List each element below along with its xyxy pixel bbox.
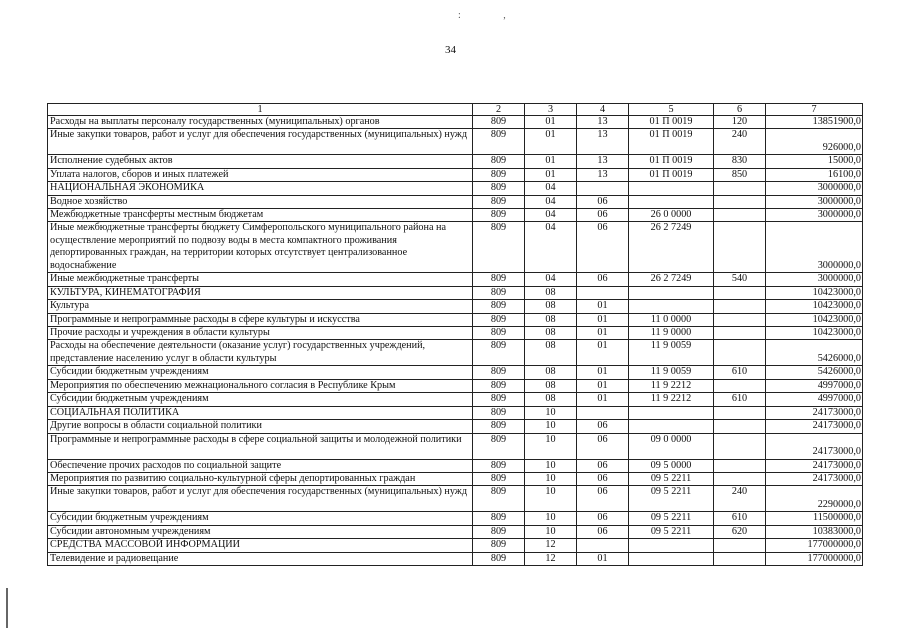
scan-edge-mark <box>6 588 8 628</box>
row-expense-type-code: 240 <box>714 129 766 155</box>
row-subsection-code: 01 <box>577 393 629 406</box>
row-target-code: 01 П 0019 <box>629 155 714 168</box>
row-section-code: 08 <box>525 379 577 392</box>
row-admin-code: 809 <box>473 155 525 168</box>
row-target-code: 26 0 0000 <box>629 209 714 222</box>
row-amount: 24173000,0 <box>766 433 863 459</box>
row-expense-type-code <box>714 209 766 222</box>
row-name: НАЦИОНАЛЬНАЯ ЭКОНОМИКА <box>48 182 473 195</box>
row-target-code: 09 5 2211 <box>629 512 714 525</box>
row-subsection-code: 13 <box>577 168 629 181</box>
row-name: Мероприятия по обеспечению межнационального согласия в Республике Крым <box>48 379 473 392</box>
table-row <box>48 552 863 565</box>
table-row <box>48 129 863 155</box>
page-number: 34 <box>445 44 456 56</box>
row-subsection-code: 06 <box>577 512 629 525</box>
row-expense-type-code <box>714 420 766 433</box>
row-target-code: 09 5 2211 <box>629 525 714 538</box>
column-header: 2 <box>473 104 525 116</box>
row-expense-type-code <box>714 182 766 195</box>
row-amount: 177000000,0 <box>766 539 863 552</box>
table-row <box>48 459 863 472</box>
row-section-code: 10 <box>525 420 577 433</box>
row-target-code <box>629 406 714 419</box>
row-amount: 13851900,0 <box>766 116 863 129</box>
row-admin-code: 809 <box>473 168 525 181</box>
table-header-row <box>48 104 863 116</box>
row-section-code: 10 <box>525 525 577 538</box>
row-subsection-code: 01 <box>577 340 629 366</box>
row-expense-type-code: 610 <box>714 366 766 379</box>
row-subsection-code <box>577 539 629 552</box>
row-admin-code: 809 <box>473 459 525 472</box>
row-name: Программные и непрограммные расходы в сфере социальной защиты и молодежной политики <box>48 433 473 459</box>
table-row <box>48 420 863 433</box>
row-subsection-code <box>577 286 629 299</box>
row-name: Водное хозяйство <box>48 195 473 208</box>
row-target-code: 11 9 2212 <box>629 393 714 406</box>
row-name: Иные межбюджетные трансферты <box>48 273 473 286</box>
row-section-code: 10 <box>525 472 577 485</box>
row-name: Субсидии бюджетным учреждениям <box>48 512 473 525</box>
row-amount: 15000,0 <box>766 155 863 168</box>
row-expense-type-code: 610 <box>714 393 766 406</box>
column-header: 7 <box>766 104 863 116</box>
row-target-code <box>629 539 714 552</box>
row-expense-type-code: 850 <box>714 168 766 181</box>
row-amount: 10383000,0 <box>766 525 863 538</box>
row-expense-type-code: 830 <box>714 155 766 168</box>
row-admin-code: 809 <box>473 525 525 538</box>
row-section-code: 10 <box>525 512 577 525</box>
row-admin-code: 809 <box>473 552 525 565</box>
row-amount: 2290000,0 <box>766 486 863 512</box>
row-section-code: 04 <box>525 222 577 273</box>
table-row <box>48 525 863 538</box>
row-amount: 177000000,0 <box>766 552 863 565</box>
row-expense-type-code <box>714 379 766 392</box>
row-expense-type-code: 120 <box>714 116 766 129</box>
row-target-code: 09 5 0000 <box>629 459 714 472</box>
row-name: Расходы на обеспечение деятельности (оказание услуг) государственных учреждений, представление населению услуг в области культуры <box>48 340 473 366</box>
row-section-code: 10 <box>525 486 577 512</box>
row-amount: 24173000,0 <box>766 472 863 485</box>
row-name: СОЦИАЛЬНАЯ ПОЛИТИКА <box>48 406 473 419</box>
row-target-code <box>629 286 714 299</box>
table-row <box>48 433 863 459</box>
row-target-code <box>629 420 714 433</box>
row-admin-code: 809 <box>473 129 525 155</box>
row-expense-type-code <box>714 313 766 326</box>
table-row <box>48 379 863 392</box>
row-section-code: 08 <box>525 300 577 313</box>
row-name: Иные закупки товаров, работ и услуг для обеспечения государственных (муниципальных) нужд <box>48 129 473 155</box>
row-name: Уплата налогов, сборов и иных платежей <box>48 168 473 181</box>
row-section-code: 10 <box>525 406 577 419</box>
row-admin-code: 809 <box>473 433 525 459</box>
row-subsection-code: 06 <box>577 525 629 538</box>
row-subsection-code: 06 <box>577 209 629 222</box>
row-name: СРЕДСТВА МАССОВОЙ ИНФОРМАЦИИ <box>48 539 473 552</box>
table-row <box>48 155 863 168</box>
row-subsection-code: 13 <box>577 116 629 129</box>
row-section-code: 08 <box>525 340 577 366</box>
row-section-code: 10 <box>525 459 577 472</box>
row-admin-code: 809 <box>473 539 525 552</box>
row-name: Иные закупки товаров, работ и услуг для обеспечения государственных (муниципальных) нужд <box>48 486 473 512</box>
row-target-code: 11 9 0000 <box>629 327 714 340</box>
row-name: КУЛЬТУРА, КИНЕМАТОГРАФИЯ <box>48 286 473 299</box>
row-amount: 24173000,0 <box>766 459 863 472</box>
row-target-code: 11 9 0059 <box>629 366 714 379</box>
row-expense-type-code <box>714 406 766 419</box>
column-header: 3 <box>525 104 577 116</box>
row-expense-type-code <box>714 222 766 273</box>
row-section-code: 08 <box>525 393 577 406</box>
table-row <box>48 539 863 552</box>
row-expense-type-code <box>714 459 766 472</box>
row-subsection-code: 06 <box>577 195 629 208</box>
row-subsection-code: 01 <box>577 379 629 392</box>
table-row <box>48 327 863 340</box>
row-section-code: 01 <box>525 168 577 181</box>
row-amount: 24173000,0 <box>766 420 863 433</box>
row-target-code: 26 2 7249 <box>629 222 714 273</box>
row-subsection-code <box>577 182 629 195</box>
row-admin-code: 809 <box>473 366 525 379</box>
row-subsection-code: 01 <box>577 313 629 326</box>
row-name: Телевидение и радиовещание <box>48 552 473 565</box>
row-name: Прочие расходы и учреждения в области культуры <box>48 327 473 340</box>
row-amount: 926000,0 <box>766 129 863 155</box>
row-section-code: 04 <box>525 209 577 222</box>
row-expense-type-code <box>714 195 766 208</box>
row-admin-code: 809 <box>473 286 525 299</box>
row-target-code: 01 П 0019 <box>629 168 714 181</box>
table-row <box>48 340 863 366</box>
row-admin-code: 809 <box>473 486 525 512</box>
row-subsection-code: 06 <box>577 459 629 472</box>
row-amount: 24173000,0 <box>766 406 863 419</box>
row-target-code <box>629 552 714 565</box>
row-name: Другие вопросы в области социальной политики <box>48 420 473 433</box>
row-target-code: 01 П 0019 <box>629 116 714 129</box>
column-header: 4 <box>577 104 629 116</box>
row-target-code: 26 2 7249 <box>629 273 714 286</box>
row-subsection-code: 06 <box>577 433 629 459</box>
row-subsection-code: 06 <box>577 273 629 286</box>
row-target-code: 11 9 0059 <box>629 340 714 366</box>
row-target-code <box>629 182 714 195</box>
row-subsection-code: 01 <box>577 327 629 340</box>
row-admin-code: 809 <box>473 512 525 525</box>
row-amount: 4997000,0 <box>766 393 863 406</box>
row-target-code: 11 9 2212 <box>629 379 714 392</box>
row-subsection-code: 06 <box>577 472 629 485</box>
row-name: Субсидии бюджетным учреждениям <box>48 366 473 379</box>
table-row <box>48 300 863 313</box>
row-subsection-code: 13 <box>577 129 629 155</box>
row-amount: 3000000,0 <box>766 182 863 195</box>
row-name: Мероприятия по развитию социально-культурной сферы депортированных граждан <box>48 472 473 485</box>
column-header: 6 <box>714 104 766 116</box>
row-admin-code: 809 <box>473 273 525 286</box>
row-name: Исполнение судебных актов <box>48 155 473 168</box>
row-subsection-code: 06 <box>577 420 629 433</box>
row-admin-code: 809 <box>473 340 525 366</box>
table-row <box>48 182 863 195</box>
table-row <box>48 512 863 525</box>
row-section-code: 04 <box>525 195 577 208</box>
row-amount: 5426000,0 <box>766 366 863 379</box>
row-expense-type-code <box>714 433 766 459</box>
row-name: Субсидии автономным учреждениям <box>48 525 473 538</box>
row-section-code: 08 <box>525 313 577 326</box>
row-subsection-code: 13 <box>577 155 629 168</box>
row-expense-type-code <box>714 539 766 552</box>
row-admin-code: 809 <box>473 327 525 340</box>
row-expense-type-code: 240 <box>714 486 766 512</box>
row-expense-type-code: 620 <box>714 525 766 538</box>
row-target-code: 09 0 0000 <box>629 433 714 459</box>
row-admin-code: 809 <box>473 472 525 485</box>
row-subsection-code: 06 <box>577 486 629 512</box>
row-subsection-code: 01 <box>577 552 629 565</box>
table-row <box>48 116 863 129</box>
row-amount: 11500000,0 <box>766 512 863 525</box>
row-name: Обеспечение прочих расходов по социальной защите <box>48 459 473 472</box>
row-amount: 10423000,0 <box>766 286 863 299</box>
row-amount: 16100,0 <box>766 168 863 181</box>
row-name: Культура <box>48 300 473 313</box>
row-section-code: 04 <box>525 182 577 195</box>
row-expense-type-code <box>714 340 766 366</box>
row-admin-code: 809 <box>473 313 525 326</box>
row-admin-code: 809 <box>473 393 525 406</box>
row-expense-type-code <box>714 552 766 565</box>
column-header: 5 <box>629 104 714 116</box>
table-row <box>48 195 863 208</box>
row-admin-code: 809 <box>473 116 525 129</box>
table-body <box>48 116 863 566</box>
table-row <box>48 393 863 406</box>
row-name: Расходы на выплаты персоналу государственных (муниципальных) органов <box>48 116 473 129</box>
row-subsection-code: 01 <box>577 300 629 313</box>
row-admin-code: 809 <box>473 300 525 313</box>
table-row <box>48 286 863 299</box>
row-target-code: 11 0 0000 <box>629 313 714 326</box>
row-name: Межбюджетные трансферты местным бюджетам <box>48 209 473 222</box>
scan-marks: : , <box>458 10 526 21</box>
row-section-code: 04 <box>525 273 577 286</box>
row-subsection-code: 01 <box>577 366 629 379</box>
table-row <box>48 366 863 379</box>
row-amount: 10423000,0 <box>766 313 863 326</box>
row-target-code <box>629 300 714 313</box>
row-amount: 3000000,0 <box>766 209 863 222</box>
row-expense-type-code: 610 <box>714 512 766 525</box>
table-row <box>48 486 863 512</box>
table-row <box>48 222 863 273</box>
row-section-code: 10 <box>525 433 577 459</box>
row-admin-code: 809 <box>473 420 525 433</box>
row-section-code: 08 <box>525 366 577 379</box>
table-row <box>48 168 863 181</box>
row-admin-code: 809 <box>473 406 525 419</box>
row-section-code: 08 <box>525 286 577 299</box>
row-expense-type-code <box>714 300 766 313</box>
row-expense-type-code <box>714 327 766 340</box>
row-amount: 4997000,0 <box>766 379 863 392</box>
budget-table <box>47 103 863 566</box>
row-amount: 10423000,0 <box>766 327 863 340</box>
row-amount: 3000000,0 <box>766 195 863 208</box>
row-admin-code: 809 <box>473 182 525 195</box>
row-section-code: 12 <box>525 552 577 565</box>
table-row <box>48 273 863 286</box>
row-admin-code: 809 <box>473 222 525 273</box>
row-section-code: 01 <box>525 129 577 155</box>
row-amount: 10423000,0 <box>766 300 863 313</box>
row-amount: 3000000,0 <box>766 273 863 286</box>
row-name: Иные межбюджетные трансферты бюджету Симферопольского муниципального района на осуществление мероприятий по подвозу воды в места компактного проживания депортированных граждан, на территории которых отсутствует централизованное водоснабжение <box>48 222 473 273</box>
table-row <box>48 406 863 419</box>
row-target-code: 09 5 2211 <box>629 486 714 512</box>
row-target-code: 01 П 0019 <box>629 129 714 155</box>
row-expense-type-code <box>714 286 766 299</box>
row-name: Программные и непрограммные расходы в сфере культуры и искусства <box>48 313 473 326</box>
row-target-code: 09 5 2211 <box>629 472 714 485</box>
table-row <box>48 472 863 485</box>
row-subsection-code: 06 <box>577 222 629 273</box>
row-admin-code: 809 <box>473 209 525 222</box>
row-section-code: 01 <box>525 155 577 168</box>
row-section-code: 08 <box>525 327 577 340</box>
column-header: 1 <box>48 104 473 116</box>
row-admin-code: 809 <box>473 379 525 392</box>
table-row <box>48 313 863 326</box>
table-row <box>48 209 863 222</box>
row-admin-code: 809 <box>473 195 525 208</box>
row-expense-type-code: 540 <box>714 273 766 286</box>
row-amount: 5426000,0 <box>766 340 863 366</box>
row-subsection-code <box>577 406 629 419</box>
row-section-code: 12 <box>525 539 577 552</box>
row-target-code <box>629 195 714 208</box>
row-name: Субсидии бюджетным учреждениям <box>48 393 473 406</box>
row-section-code: 01 <box>525 116 577 129</box>
row-expense-type-code <box>714 472 766 485</box>
row-amount: 3000000,0 <box>766 222 863 273</box>
